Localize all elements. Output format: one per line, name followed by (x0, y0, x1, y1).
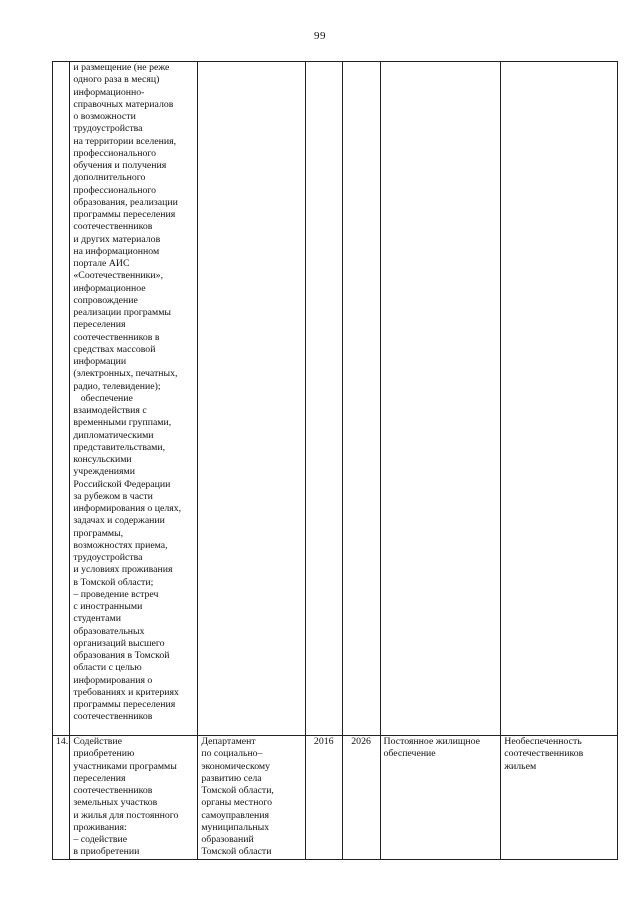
year-start-cell (305, 62, 342, 736)
activity-text-line: консульскими (73, 454, 132, 465)
responsible-cell (198, 736, 305, 860)
activity-text-line: и жилья для постоянного (73, 809, 179, 821)
activity-text-line: трудоустройства (73, 552, 143, 563)
year-end-cell (342, 62, 380, 736)
activity-text-line: образования в Томской (73, 650, 170, 661)
activity-text-line: Содействие (73, 736, 122, 747)
indicator-cell (380, 62, 501, 736)
activity-text-line: профессионального (73, 184, 157, 196)
responsible-text-line: по социально– (201, 748, 263, 760)
year-start-cell: 2016 (305, 736, 342, 860)
activity-text-line: портале АИС (73, 258, 130, 269)
activity-text-line: Российской Федерации (73, 478, 171, 490)
activity-text-line: информирования о целях, (73, 503, 182, 514)
activity-text-line: обеспечение (73, 392, 133, 404)
activity-text-line: в приобретении (73, 846, 140, 858)
result-cell (501, 736, 618, 860)
activity-text-line: временными группами, (73, 417, 172, 429)
activity-text-line: требованиях и критериях (73, 686, 179, 698)
activity-cell (70, 62, 198, 736)
activity-text-line: трудоустройства (73, 123, 143, 135)
row-number-cell (53, 62, 70, 736)
activity-text-line: учреждениями (73, 466, 135, 478)
activity-text-line: соотечественников (73, 221, 153, 233)
activity-text-line: соотечественников (73, 711, 153, 723)
activity-text-line: – проведение встреч (73, 588, 159, 600)
activity-text-line: средствах массовой (73, 343, 156, 355)
responsible-text-line: Томской области, (201, 785, 274, 796)
table-row-14 (53, 736, 618, 860)
activity-text-line: на территории вселения, (73, 135, 177, 147)
activity-text-line: информации (73, 356, 127, 367)
activity-text-line: информирования о (73, 674, 153, 686)
program-activities-table (52, 61, 618, 860)
activity-text-line: обучения и получения (73, 160, 167, 171)
activity-text-line: соотечественников (73, 785, 153, 796)
activity-text-line: реализации программы (73, 307, 172, 318)
activity-text-line: переселения (73, 319, 126, 331)
result-text-line: жильем (504, 760, 537, 772)
responsible-text-line: муниципальных (201, 821, 270, 833)
responsible-text-line: Департамент (201, 736, 256, 747)
activity-text-line: за рубежом в части (73, 490, 153, 502)
activity-text-line: информационно- (73, 86, 145, 98)
activity-text-line: – содействие (73, 834, 128, 845)
indicator-text-line: Постоянное жилищное (383, 736, 481, 747)
activity-text-line: соотечественников в (73, 331, 160, 343)
activity-text-line: дополнительного (73, 172, 146, 184)
activity-cell (70, 736, 198, 860)
activity-text-line: представительствами, (73, 441, 166, 453)
activity-text-line: студентами (73, 613, 121, 625)
responsible-text-line: образований (201, 834, 254, 845)
responsible-text-line: развитию села (201, 772, 262, 784)
activity-text-line: организаций высшего (73, 637, 165, 649)
indicator-cell (380, 736, 501, 860)
activity-text-line: программы переселения (73, 209, 176, 220)
result-text-line: соотечественников (504, 748, 584, 760)
result-cell (501, 62, 618, 736)
activity-text-line: приобретению (73, 748, 135, 760)
activity-text-line: справочных материалов (73, 98, 174, 110)
responsible-text-line: органы местного (201, 797, 273, 809)
activity-text-line: и размещение (не реже (73, 62, 170, 73)
activity-text-line: земельных участков (73, 797, 158, 809)
activity-text-line: с иностранными (73, 601, 143, 612)
activity-text-line: образовательных (73, 625, 145, 637)
indicator-text-line: обеспечение (383, 748, 436, 760)
row-number-cell: 14. (53, 736, 70, 860)
activity-text-line: (электронных, печатных, (73, 368, 178, 380)
activity-text-line: возможностях приема, (73, 539, 168, 551)
table-row-continuation (53, 62, 618, 736)
responsible-text-line: экономическому (201, 760, 271, 772)
activity-text-line: области с целью (73, 662, 142, 674)
activity-text-line: и условиях проживания (73, 564, 173, 576)
activity-text-line: в Томской области; (73, 576, 154, 588)
activity-text-line: о возможности (73, 111, 136, 122)
activity-text-line: программы переселения (73, 699, 176, 710)
activity-text-line: программы, (73, 527, 124, 539)
activity-text-line: на информационном (73, 245, 160, 257)
activity-text-line: проживания: (73, 821, 127, 833)
responsible-text-line: Томской области (201, 846, 272, 858)
responsible-cell (198, 62, 305, 736)
activity-text-line: дипломатическими (73, 429, 154, 441)
activity-text-line: взаимодействия с (73, 405, 147, 416)
activity-text-line: образования, реализации (73, 196, 178, 208)
activity-text-line: профессионального (73, 147, 157, 159)
activity-text-line: информационное (73, 282, 146, 294)
responsible-text-line: самоуправления (201, 809, 269, 821)
year-end-cell: 2026 (342, 736, 380, 860)
activity-text-line: участниками программы (73, 760, 177, 772)
page-number: 99 (314, 30, 326, 42)
activity-text-line: переселения (73, 772, 126, 784)
activity-text-line: сопровождение (73, 294, 138, 306)
activity-text-line: задачах и содержании (73, 515, 165, 527)
result-text-line: Необеспеченность (504, 736, 582, 747)
activity-text-line: «Соотечественники», (73, 270, 164, 282)
activity-text-line: радио, телевидение); (73, 380, 161, 392)
activity-text-line: и других материалов (73, 233, 161, 245)
activity-text-line: одного раза в месяц) (73, 74, 160, 86)
